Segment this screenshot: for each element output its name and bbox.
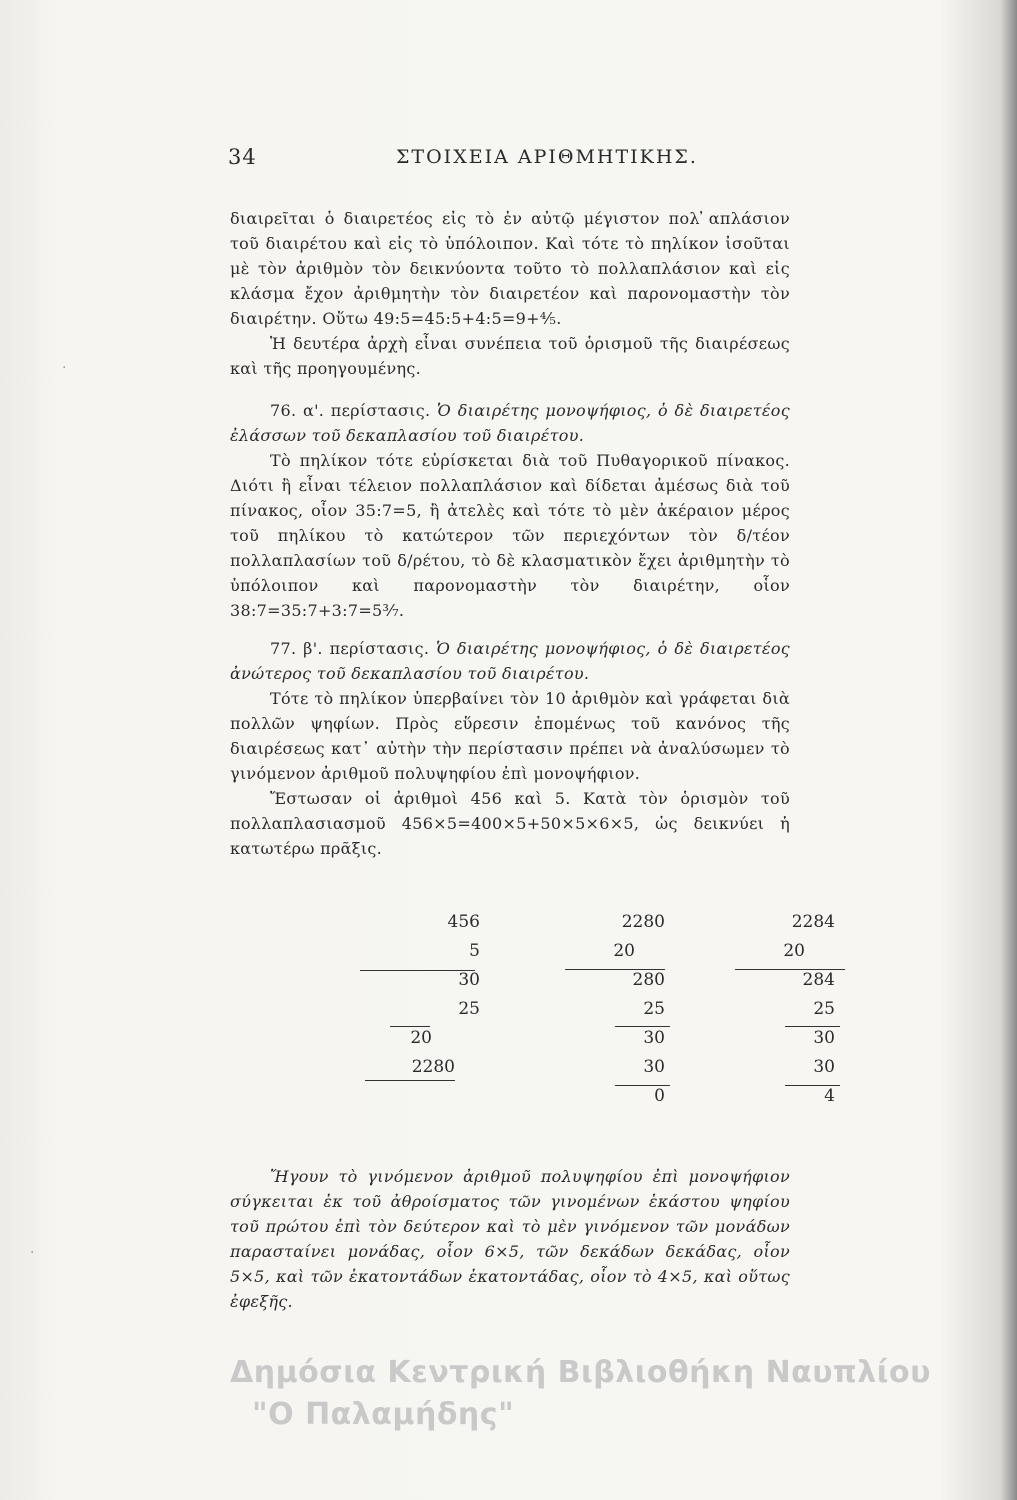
page-number: 34 (228, 145, 257, 169)
text-block-bottom (230, 1164, 790, 1314)
watermark-line-1: Δημόσια Κεντρική Βιβλιοθήκη Ναυπλίου (230, 1355, 931, 1390)
calc-cell: 2280 (411, 1057, 455, 1077)
running-title: ΣΤΟΙΧΕΙΑ ΑΡΙΘΜΗΤΙΚΗΣ. (396, 146, 698, 168)
watermark-line-2: "Ο Παλαμήδης" (252, 1397, 515, 1432)
calc-rule (615, 1085, 670, 1086)
calc-cell: 25 (458, 999, 480, 1019)
calc-cell: 20 (613, 941, 635, 961)
text-block-section-77 (230, 636, 790, 861)
margin-mark: · (30, 1245, 35, 1261)
calc-cell: 30 (458, 970, 480, 990)
calc-rule (785, 1026, 840, 1027)
calc-cell: 30 (813, 1028, 835, 1048)
calc-cell: 0 (654, 1086, 665, 1106)
section-77-heading (230, 636, 790, 686)
arithmetic-computation (380, 908, 880, 1148)
calc-cell: 5 (469, 941, 480, 961)
calc-cell: 456 (447, 912, 480, 932)
calc-cell: 284 (802, 970, 835, 990)
calc-rule (365, 1080, 455, 1081)
calc-cell: 25 (813, 999, 835, 1019)
paragraph-conclusion: Ἤγουν τὸ γινόμενον ἀριθμοῦ πολυψηφίου ἐπὶ μονοψήφιον σύγκειται ἐκ τοῦ ἀθροίσματος τῶν γινομένων ἑκάστου ψηφίου τοῦ πρώτου ἐπὶ τὸν δεύτερον καὶ τὸ μὲν γινόμενον τῶν μονάδων παρασταίνει μονάδας, οἷον 6×5, τῶν δεκάδων δεκάδας, οἷον 5×5, καὶ τῶν ἑκατοντάδων ἑκατοντάδας, οἷον τὸ 4×5, καὶ οὕτως ἐφεξῆς. (230, 1167, 790, 1311)
paragraph-second-principle: Ἡ δευτέρα ἀρχὴ εἶναι συνέπεια τοῦ ὁρισμοῦ τῆς διαιρέσεως καὶ τῆς προηγουμένης. (230, 334, 790, 378)
calc-cell: 4 (824, 1086, 835, 1106)
paragraph-division-rule: διαιρεῖται ὁ διαιρετέος εἰς τὸ ἐν αὐτῷ μέγιστον πολ ̓απλάσιον τοῦ διαιρέτου καὶ εἰς τὸ ὑπόλοιπον. Καὶ τότε τὸ πηλίκον ἰσοῦται μὲ τὸν ἀριθμὸν τὸν δεικνύοντα τοῦτο τὸ πολλαπλάσιον καὶ εἰς κλάσμα ἔχον ἀριθμητὴν τὸν διαιρετέον καὶ παρονομαστὴν τὸν διαιρέτην. Οὕτω 49:5=45:5+4:5=9+⁴⁄₅. (230, 209, 790, 328)
paragraph-quotient-many-digits: Τότε τὸ πηλίκον ὑπερβαίνει τὸν 10 ἀριθμὸν καὶ γράφεται διὰ πολλῶν ψηφίων. Πρὸς εὕρεσιν ἑπομένως τοῦ κανόνος τῆς διαιρέσεως κατ᾿ αὐτὴν τὴν περίστασιν πρέπει νὰ ἀναλύσωμεν τὸ γινόμενον ἀριθμοῦ πολυψηφίου ἐπὶ μονοψήφιον. (230, 689, 790, 783)
paragraph-quotient-pythagorean: Τὸ πηλίκον τότε εὑρίσκεται διὰ τοῦ Πυθαγορικοῦ πίνακος. Διότι ἢ εἶναι τέλειον πολλαπλάσιον καὶ δίδεται ἀμέσως διὰ τοῦ πίνακος, οἷον 35:7=5, ἢ ἀτελὲς καὶ τότε τὸ μὲν ἀκέραιον μέρος τοῦ πηλίκου τὸ κατώτερον τῶν περιεχόντων τὸν δ/τέον πολλαπλασίων τοῦ δ/ρέτου, τὸ δὲ κλασματικὸν ἔχει ἀριθμητὴν τὸ ὑπόλοιπον καὶ παρονομαστὴν τὸν διαιρέτην, οἷον 38:7=35:7+3:7=5³⁄₇. (230, 451, 790, 620)
calc-cell: 2280 (621, 912, 665, 932)
calc-rule (615, 1026, 670, 1027)
calc-rule (735, 969, 845, 970)
calc-rule (565, 969, 665, 970)
division-column-remainder (725, 908, 835, 1111)
calc-cell: 20 (783, 941, 805, 961)
section-76-label: 76. α'. περίστασις. (270, 401, 431, 420)
margin-mark: · (62, 360, 67, 376)
calc-cell: 2284 (791, 912, 835, 932)
calc-cell: 20 (410, 1028, 432, 1048)
calc-rule (360, 970, 475, 971)
library-watermark (230, 1352, 1010, 1436)
calc-rule (785, 1085, 840, 1086)
calc-cell: 25 (643, 999, 665, 1019)
calc-cell: 280 (632, 970, 665, 990)
calc-rule (390, 1026, 430, 1027)
section-76-statement: Ὁ διαιρέτης μονοψήφιος, ὁ δὲ διαιρετέος ἐλάσσων τοῦ δεκαπλασίου τοῦ διαιρέτου. (230, 401, 790, 445)
paragraph-example-456: Ἔστωσαν οἱ ἀριθμοὶ 456 καὶ 5. Κατὰ τὸν ὁρισμὸν τοῦ πολλαπλασιασμοῦ 456×5=400×5+50×5×6×5, ὡς δεικνύει ἡ κατωτέρω πρᾶξις. (230, 789, 790, 858)
section-77-label: 77. β'. περίστασις. (270, 639, 430, 658)
text-block-section-76 (230, 398, 790, 623)
multiplication-column (370, 908, 480, 1082)
calc-cell: 30 (643, 1057, 665, 1077)
calc-cell: 30 (813, 1057, 835, 1077)
section-77-statement: Ὁ διαιρέτης μονοψήφιος, ὁ δὲ διαιρετέος ἀνώτερος τοῦ δεκαπλασίου τοῦ διαιρέτου. (230, 639, 791, 683)
section-76-heading (230, 398, 790, 448)
calc-cell: 30 (643, 1028, 665, 1048)
text-block-top (230, 206, 790, 381)
division-column-exact (555, 908, 665, 1111)
